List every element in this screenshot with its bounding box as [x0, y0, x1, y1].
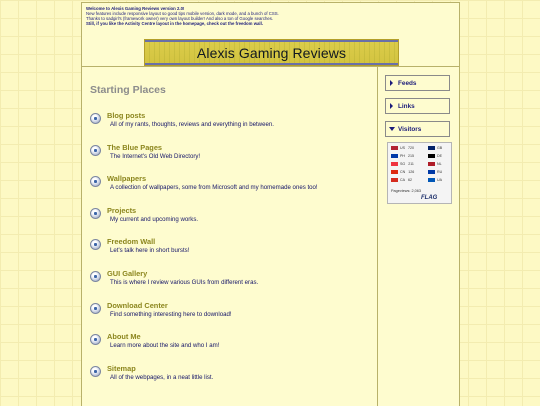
- gallery-icon: [90, 271, 101, 282]
- directory-icon: [90, 145, 101, 156]
- expand-arrow-icon: [390, 103, 393, 109]
- item-title-link[interactable]: Blog posts: [107, 111, 146, 120]
- flag-row: [391, 162, 414, 166]
- item-title-link[interactable]: Projects: [107, 205, 137, 215]
- sidebar-visitors-button[interactable]: [385, 121, 450, 137]
- flag-row: [428, 162, 445, 166]
- flag-row: [428, 178, 445, 182]
- country-flag-icon: [391, 170, 398, 174]
- flag-row: [391, 146, 414, 150]
- country-code: US: [400, 146, 405, 150]
- list-item[interactable]: [90, 143, 370, 167]
- item-description: All of the webpages, in a neat little list.: [110, 373, 214, 381]
- item-description: Find something interesting here to download!: [110, 310, 232, 318]
- notice-line-3: Thanks to sadgirl's (framework owner) very own layout builder! And also a ton of Google searches.: [86, 16, 274, 21]
- item-description: All of my rants, thoughts, reviews and everything in between.: [110, 121, 274, 128]
- country-flag-icon: [391, 146, 398, 150]
- item-title-link[interactable]: Download Center: [107, 300, 168, 310]
- country-flag-icon: [391, 178, 398, 182]
- country-flag-icon: [428, 146, 435, 150]
- item-description: Learn more about the site and who I am!: [110, 342, 220, 350]
- item-description: My current and upcoming works.: [110, 215, 199, 223]
- item-title-link[interactable]: About Me: [107, 332, 141, 342]
- notice-line-2: New features include responsive layout so good tips mobile version, dark mode, and a bunch of CSS.: [86, 11, 279, 16]
- page-container: [81, 2, 460, 406]
- notice-line-4: Still, if you like the Activity Centre layout in the homepage, check out the freedom wall.: [86, 21, 264, 26]
- visitor-count: 720: [408, 146, 414, 150]
- projects-icon: [90, 208, 101, 219]
- blog-icon: [90, 113, 101, 124]
- list-item[interactable]: [90, 206, 370, 230]
- flag-counter-widget[interactable]: [387, 142, 452, 204]
- sitemap-icon: [90, 366, 101, 377]
- sidebar-feeds-label: Feeds: [398, 80, 417, 87]
- site-title: Alexis Gaming Reviews: [196, 45, 347, 61]
- list-item[interactable]: [90, 174, 370, 198]
- country-flag-icon: [428, 178, 435, 182]
- flag-row: [391, 178, 412, 182]
- country-code: CA: [400, 178, 405, 182]
- flag-counter-logo: FLAG: [421, 195, 438, 201]
- list-item[interactable]: [90, 237, 370, 261]
- list-item[interactable]: [90, 364, 370, 388]
- site-banner[interactable]: [144, 39, 399, 66]
- visitor-count: 211: [408, 162, 414, 166]
- country-code: CN: [400, 170, 406, 174]
- download-icon: [90, 303, 101, 314]
- country-code: UA: [437, 178, 442, 182]
- list-item[interactable]: [90, 301, 370, 325]
- country-code: RU: [437, 170, 443, 174]
- wallpaper-icon: [90, 176, 101, 187]
- country-code: SG: [400, 162, 406, 166]
- flag-row: [391, 170, 414, 174]
- item-title-link[interactable]: GUI Gallery: [107, 269, 148, 278]
- visitor-count: 215: [408, 154, 414, 158]
- sidebar: [378, 67, 459, 406]
- flag-row: [428, 146, 445, 150]
- item-title-link[interactable]: Wallpapers: [107, 174, 147, 184]
- country-code: GB: [437, 146, 443, 150]
- main-content: [82, 67, 378, 406]
- item-description: Let's talk here in short bursts!: [110, 247, 190, 255]
- item-description: This is where I review various GUIs from different eras.: [110, 279, 259, 286]
- pageviews-count: Pageviews: 2,063: [391, 189, 421, 193]
- expand-arrow-icon: [390, 80, 393, 86]
- flag-row: [428, 154, 445, 158]
- country-code: NL: [437, 162, 442, 166]
- sidebar-visitors-label: Visitors: [398, 126, 422, 133]
- country-flag-icon: [391, 162, 398, 166]
- country-code: PH: [400, 154, 405, 158]
- item-title-link[interactable]: Sitemap: [107, 363, 136, 373]
- list-item[interactable]: [90, 269, 370, 293]
- item-title-link[interactable]: Freedom Wall: [107, 237, 156, 247]
- country-flag-icon: [391, 154, 398, 158]
- header: [82, 3, 459, 67]
- visitor-count: 62: [408, 178, 412, 182]
- welcome-notice: [86, 6, 386, 26]
- flag-row: [428, 170, 445, 174]
- country-flag-icon: [428, 162, 435, 166]
- sidebar-links-label: Links: [398, 103, 415, 110]
- section-heading: Starting Places: [90, 84, 166, 96]
- item-description: A collection of wallpapers, some from Microsoft and my homemade ones too!: [110, 184, 318, 192]
- country-flag-icon: [428, 154, 435, 158]
- list-item[interactable]: [90, 332, 370, 356]
- wall-icon: [90, 239, 101, 250]
- sidebar-links-button[interactable]: [385, 98, 450, 114]
- list-item[interactable]: [90, 111, 370, 135]
- notice-line-1: Welcome to Alexis Gaming Reviews version 2.0!: [86, 6, 185, 11]
- item-title-link[interactable]: The Blue Pages: [107, 142, 163, 152]
- collapse-arrow-icon: [389, 127, 395, 131]
- visitor-count: 126: [408, 170, 415, 174]
- sidebar-feeds-button[interactable]: [385, 75, 450, 91]
- flag-row: [391, 154, 414, 158]
- about-icon: [90, 334, 101, 345]
- country-flag-icon: [428, 170, 435, 174]
- country-code: DE: [437, 154, 442, 158]
- item-description: The Internet's Old Web Directory!: [110, 152, 201, 160]
